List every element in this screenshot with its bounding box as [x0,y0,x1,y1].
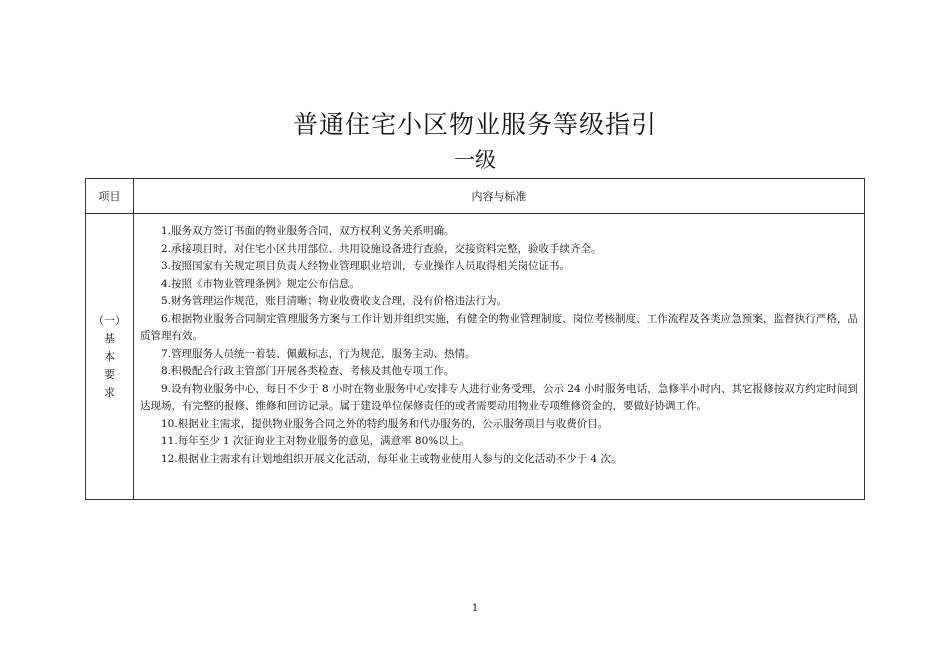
page-number: 1 [471,603,479,614]
standard-item: 7.管理服务人员统一着装、佩戴标志，行为规范，服务主动、热情。 [161,347,476,360]
document-subtitle: 一级 [454,148,496,172]
header-content: 内容与标准 [134,179,865,214]
standard-item: 11.每年至少 1 次征询业主对物业服务的意见，满意率 80%以上。 [161,435,470,447]
standard-item: 9.设有物业服务中心，每日不少于 8 小时在物业服务中心安排专人进行业务受理，公示 24 小时服务电话，急修半小时内、其它报修按双方约定时间到达现场，有完整的报修、维修和回访记录。属于建设单位保修责任的或者需要动用物业专项维修资金的，要做好协调工作。 [140,382,858,412]
category-number: （一） [93,313,126,327]
standard-item: 8.积极配合行政主管部门开展各类检查、考核及其他专项工作。 [161,365,455,377]
category-char: 要 [104,367,115,381]
standard-item: 3.按照国家有关规定项目负责人经物业管理职业培训，专业操作人员取得相关岗位证书。 [161,260,571,272]
header-item: 项目 [86,179,134,214]
table-header-row [86,179,865,214]
standard-item: 2.承接项目时，对住宅小区共用部位、共用设施设备进行查验，交接资料完整，验收手续齐全。 [161,242,602,255]
category-char: 求 [104,385,115,399]
standard-item: 4.按照《市物业管理条例》规定公布信息。 [161,277,361,290]
standard-item: 5.财务管理运作规范，账目清晰；物业收费收支合理，没有价格违法行为。 [161,295,508,307]
document-title: 普通住宅小区物业服务等级指引 [292,110,657,139]
content-cell [134,214,865,500]
category-char: 基 [104,331,115,345]
standard-item: 12.根据业主需求有计划地组织开展文化活动，每年业主或物业使用人参与的文化活动不少于 4 次。 [161,452,622,465]
standard-item: 10.根据业主需求，提供物业服务合同之外的特约服务和代办服务的，公示服务项目与收费价目。 [161,417,609,430]
table-row [86,214,865,500]
standard-item: 6.根据物业服务合同制定管理服务方案与工作计划并组织实施，有健全的物业管理制度、岗位考核制度、工作流程及各类应急预案，监督执行严格，品质管理有效。 [140,312,858,342]
category-char: 本 [104,349,115,363]
category-cell [86,214,134,500]
standard-item: 1.服务双方签订书面的物业服务合同，双方权利义务关系明确。 [161,225,455,237]
standards-table [85,178,865,500]
